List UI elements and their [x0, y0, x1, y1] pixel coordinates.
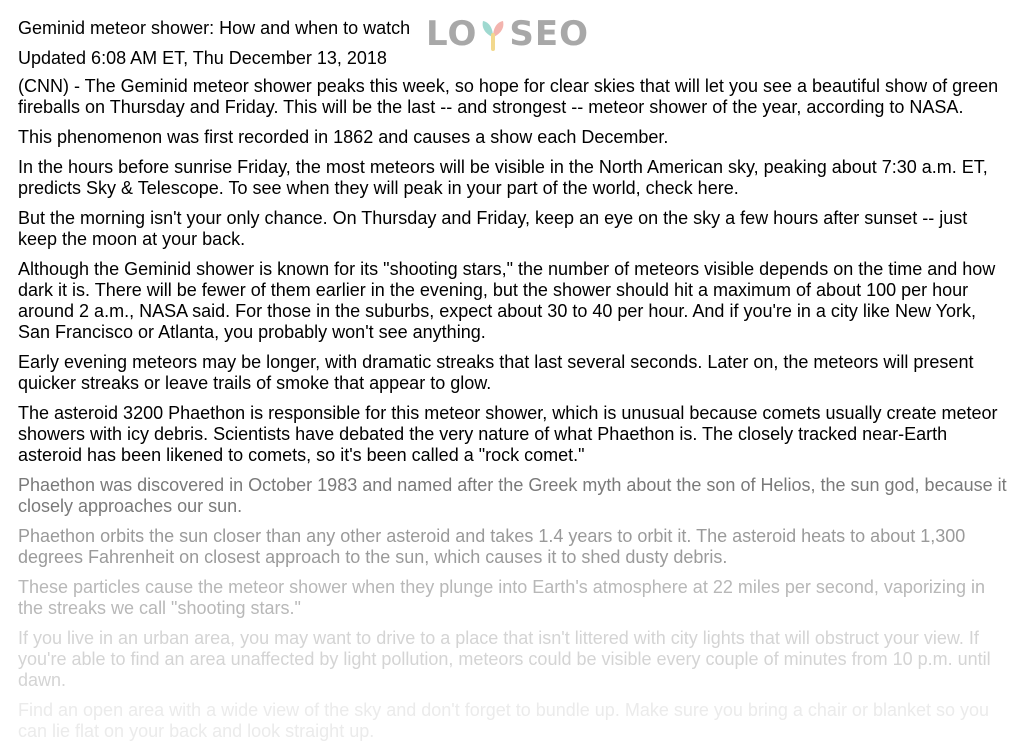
paragraph: The asteroid 3200 Phaethon is responsible for this meteor shower, which is unusual because comets usually create meteor showers with icy debris. Scientists have debated the very nature of what Phaethon is. The closely tracked near-Earth asteroid has been likened to comets, so it's been called a "rock comet." [18, 403, 998, 465]
article [18, 16, 1008, 751]
paragraph: Early evening meteors may be longer, with dramatic streaks that last several seconds. Later on, the meteors will present quicker streaks or leave trails of smoke that appear to glow. [18, 352, 974, 393]
paragraph: This phenomenon was first recorded in 1862 and causes a show each December. [18, 127, 669, 147]
headline-row [18, 14, 1008, 54]
paragraph: But the morning isn't your only chance. On Thursday and Friday, keep an eye on the sky a few hours after sunset -- just keep the moon at your back. [18, 208, 968, 249]
leaf-y-icon [478, 17, 508, 51]
paragraph-faded: These particles cause the meteor shower when they plunge into Earth's atmosphere at 22 miles per second, vaporizing in the streaks we call "shooting stars." [18, 577, 985, 618]
paragraph: (CNN) - The Geminid meteor shower peaks this week, so hope for clear skies that will let you see a beautiful show of green fireballs on Thursday and Friday. This will be the last -- and strongest -- meteor shower of the year, according to NASA. [18, 76, 999, 117]
watermark-text-left: LO [426, 14, 478, 54]
updated-timestamp: Updated 6:08 AM ET, Thu December 13, 2018 [18, 48, 387, 68]
paragraph-faded: Phaethon was discovered in October 1983 and named after the Greek myth about the son of Helios, the sun god, because it closely approaches our sun. [18, 475, 1007, 516]
paragraph: In the hours before sunrise Friday, the most meteors will be visible in the North American sky, peaking about 7:30 a.m. ET, predicts Sky & Telescope. To see when they will peak in your part of the world, check here. [18, 157, 988, 198]
paragraph: Although the Geminid shower is known for its "shooting stars," the number of meteors visible depends on the time and how dark it is. There will be fewer of them earlier in the evening, but the shower should hit a maximum of about 100 per hour around 2 a.m., NASA said. For those in the suburbs, expect about 30 to 40 per hour. And if you're in a city like New York, San Francisco or Atlanta, you probably won't see anything. [18, 259, 996, 342]
headline: Geminid meteor shower: How and when to watch [18, 18, 411, 38]
paragraph-faded: Find an open area with a wide view of the sky and don't forget to bundle up. Make sure you bring a chair or blanket so you can lie flat on your back and look straight up. [18, 700, 990, 741]
paragraph-faded: Phaethon orbits the sun closer than any other asteroid and takes 1.4 years to orbit it. The asteroid heats to about 1,300 degrees Fahrenheit on closest approach to the sun, which causes it to shed dusty debris. [18, 526, 966, 567]
watermark-logo [426, 14, 589, 54]
watermark-text-right: SEO [509, 14, 589, 54]
paragraph-faded: If you live in an urban area, you may want to drive to a place that isn't littered with city lights that will obstruct your view. If you're able to find an area unaffected by light pollution, meteors could be visible every couple of minutes from 10 p.m. until dawn. [18, 628, 991, 690]
